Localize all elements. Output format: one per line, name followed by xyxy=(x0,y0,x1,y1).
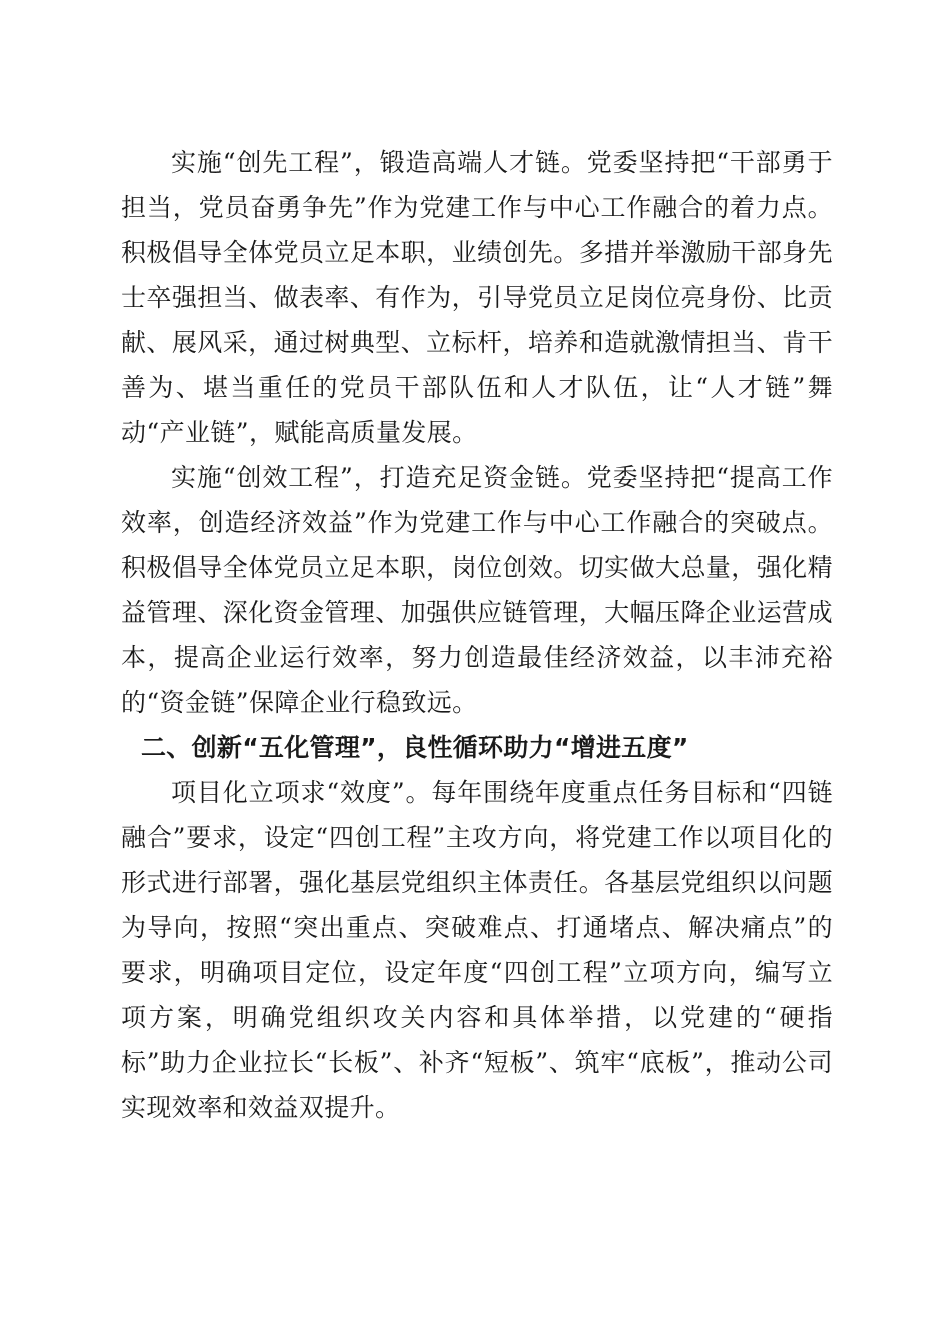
document-body xyxy=(121,140,833,1130)
section-heading: 二、创新“五化管理”，良性循环助力“增进五度” xyxy=(141,733,689,762)
paragraph-talent-chain: 实施“创先工程”，锻造高端人才链。党委坚持把“干部勇于担当，党员奋勇争先”作为党建工作与中心工作融合的着力点。积极倡导全体党员立足本职，业绩创先。多措并举激励干部身先士卒强担当、做表率、有作为，引导党员立足岗位亮身份、比贡献、展风采，通过树典型、立标杆，培养和造就激情担当、肯干善为、堪当重任的党员干部队伍和人才队伍，让“人才链”舞动“产业链”，赋能高质量发展。 xyxy=(121,148,833,447)
paragraph-capital-chain: 实施“创效工程”，打造充足资金链。党委坚持把“提高工作效率，创造经济效益”作为党建工作与中心工作融合的突破点。积极倡导全体党员立足本职，岗位创效。切实做大总量，强化精益管理、深化资金管理、加强供应链管理，大幅压降企业运营成本，提高企业运行效率，努力创造最佳经济效益，以丰沛充裕的“资金链”保障企业行稳致远。 xyxy=(121,463,833,717)
paragraph-project-management: 项目化立项求“效度”。每年围绕年度重点任务目标和“四链融合”要求，设定“四创工程”主攻方向，将党建工作以项目化的形式进行部署，强化基层党组织主体责任。各基层党组织以问题为导向，按照“突出重点、突破难点、打通堵点、解决痛点”的要求，明确项目定位，设定年度“四创工程”立项方向，编写立项方案，明确党组织攻关内容和具体举措，以党建的“硬指标”助力企业拉长“长板”、补齐“短板”、筑牢“底板”，推动公司实现效率和效益双提升。 xyxy=(121,778,833,1122)
